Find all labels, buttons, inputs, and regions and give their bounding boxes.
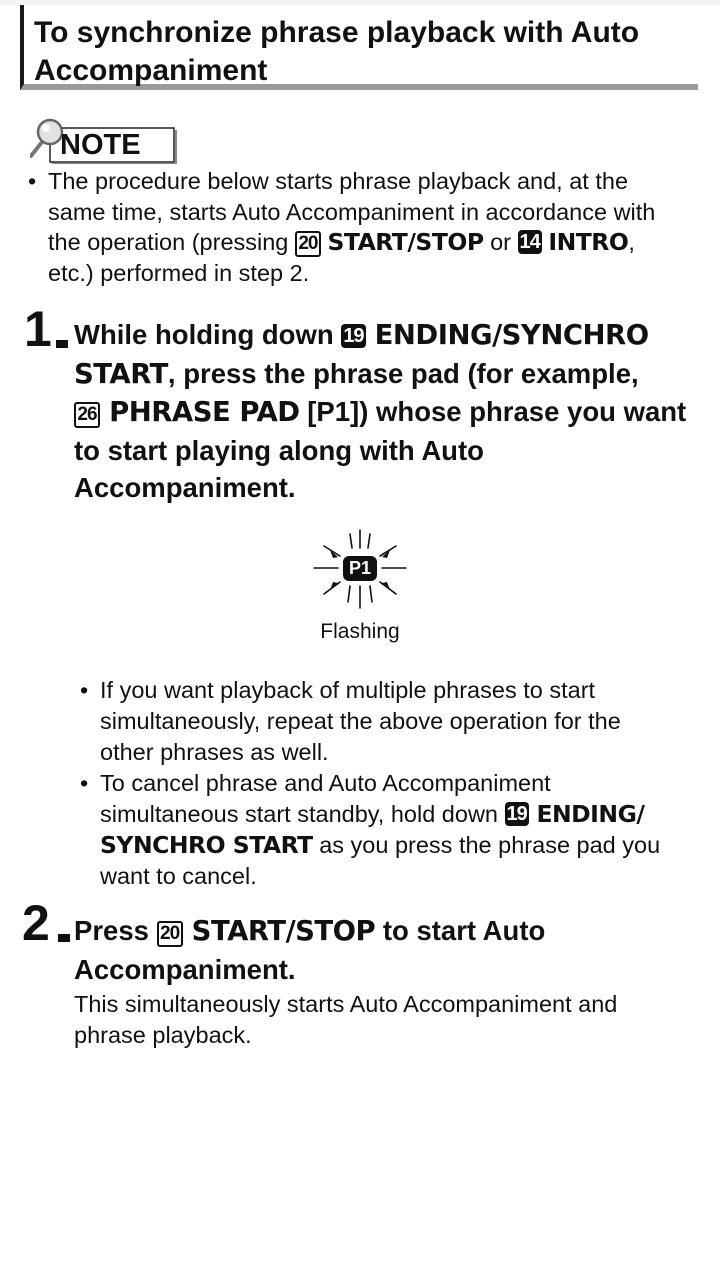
step-2-body-line-2: phrase playback.: [74, 1022, 252, 1048]
key-number-19: 19: [506, 803, 527, 825]
start-stop-key: START/STOP: [182, 915, 376, 947]
bullet-dot: •: [80, 677, 89, 703]
intro-key: INTRO: [548, 228, 629, 256]
bullet-2-line-2: [100, 799, 700, 830]
key-number-19: 19: [343, 325, 364, 347]
list-item: [80, 768, 700, 892]
key-number-20: 20: [157, 921, 183, 947]
step-2-body: [74, 989, 704, 1051]
note-line-1: The procedure below starts phrase playback and, at the: [48, 168, 629, 194]
flashing-pad-illustration: [300, 528, 420, 648]
bullet-text-run: as you press the phrase pad you: [312, 832, 661, 858]
note-text-run: ,: [628, 229, 635, 255]
step-2-body-line-1: This simultaneously starts Auto Accompaniment and: [74, 991, 618, 1017]
synchro-start-key: SYNCHRO START: [100, 831, 313, 859]
step-1-line-1: [74, 316, 704, 355]
step-2-line-2: Accompaniment.: [74, 953, 296, 985]
step-1-number: 1: [24, 301, 52, 357]
note-line-2: same time, starts Auto Accompaniment in accordance with: [48, 198, 656, 225]
step-1-line-4: to start playing along with Auto: [74, 434, 484, 466]
note-line-4: etc.) performed in step 2.: [48, 259, 310, 286]
step-text-run: , press the phrase pad (for example,: [167, 357, 639, 389]
ending-synchro-key: ENDING/SYNCHRO: [365, 319, 649, 351]
step-text-run: While holding down: [74, 319, 342, 350]
note-bullet: •: [28, 168, 37, 194]
note-text-run: the operation (pressing: [48, 229, 295, 255]
bullet-dot: •: [80, 770, 89, 796]
bullet-2-line-1: To cancel phrase and Auto Accompaniment: [100, 770, 551, 796]
key-number-14: 14: [519, 231, 540, 253]
bullet-1-line-1: If you want playback of multiple phrases to start: [100, 677, 596, 703]
section-heading: [20, 5, 698, 90]
step-1-line-2: [74, 355, 704, 394]
step-text-run: Press: [74, 915, 157, 946]
step-text-run: to start Auto: [375, 915, 546, 946]
heading-line-1: To synchronize phrase playback with Auto: [34, 16, 640, 49]
step-1-marker: [56, 340, 68, 348]
step-2-text: [74, 912, 704, 988]
key-number-20: 20: [295, 231, 321, 257]
ending-key: ENDING/: [528, 800, 645, 828]
pad-label: P1: [348, 558, 372, 578]
phrase-pad-key: PHRASE PAD: [100, 396, 300, 428]
note-text-run: or: [483, 229, 518, 255]
note-label: NOTE: [60, 129, 141, 161]
step-1-notes: [80, 675, 700, 892]
flashing-caption: Flashing: [320, 620, 400, 643]
bullet-text-run: simultaneous start standby, hold down: [100, 801, 505, 827]
step-2-number: 2: [22, 895, 50, 951]
bullet-2-line-3: [100, 830, 700, 861]
heading-line-2: Accompaniment: [34, 54, 268, 87]
note-badge: [30, 118, 152, 162]
step-1-text: [74, 316, 704, 507]
step-1-line-3: [74, 393, 704, 432]
key-number-26: 26: [74, 402, 100, 428]
step-text-run: [P1]) whose phrase you want: [299, 396, 687, 427]
step-2-line-1: [74, 912, 704, 951]
note-line-3: [48, 227, 698, 258]
bullet-1-line-2: simultaneously, repeat the above operation for the: [100, 708, 621, 734]
step-2-marker: [58, 934, 70, 942]
bullet-2-line-4: want to cancel.: [100, 863, 257, 889]
start-key: START: [74, 357, 168, 390]
step-1-line-5: Accompaniment.: [74, 472, 296, 503]
bullet-1-line-3: other phrases as well.: [100, 739, 329, 765]
start-stop-key: START/STOP: [327, 228, 484, 256]
list-item: [80, 675, 700, 768]
